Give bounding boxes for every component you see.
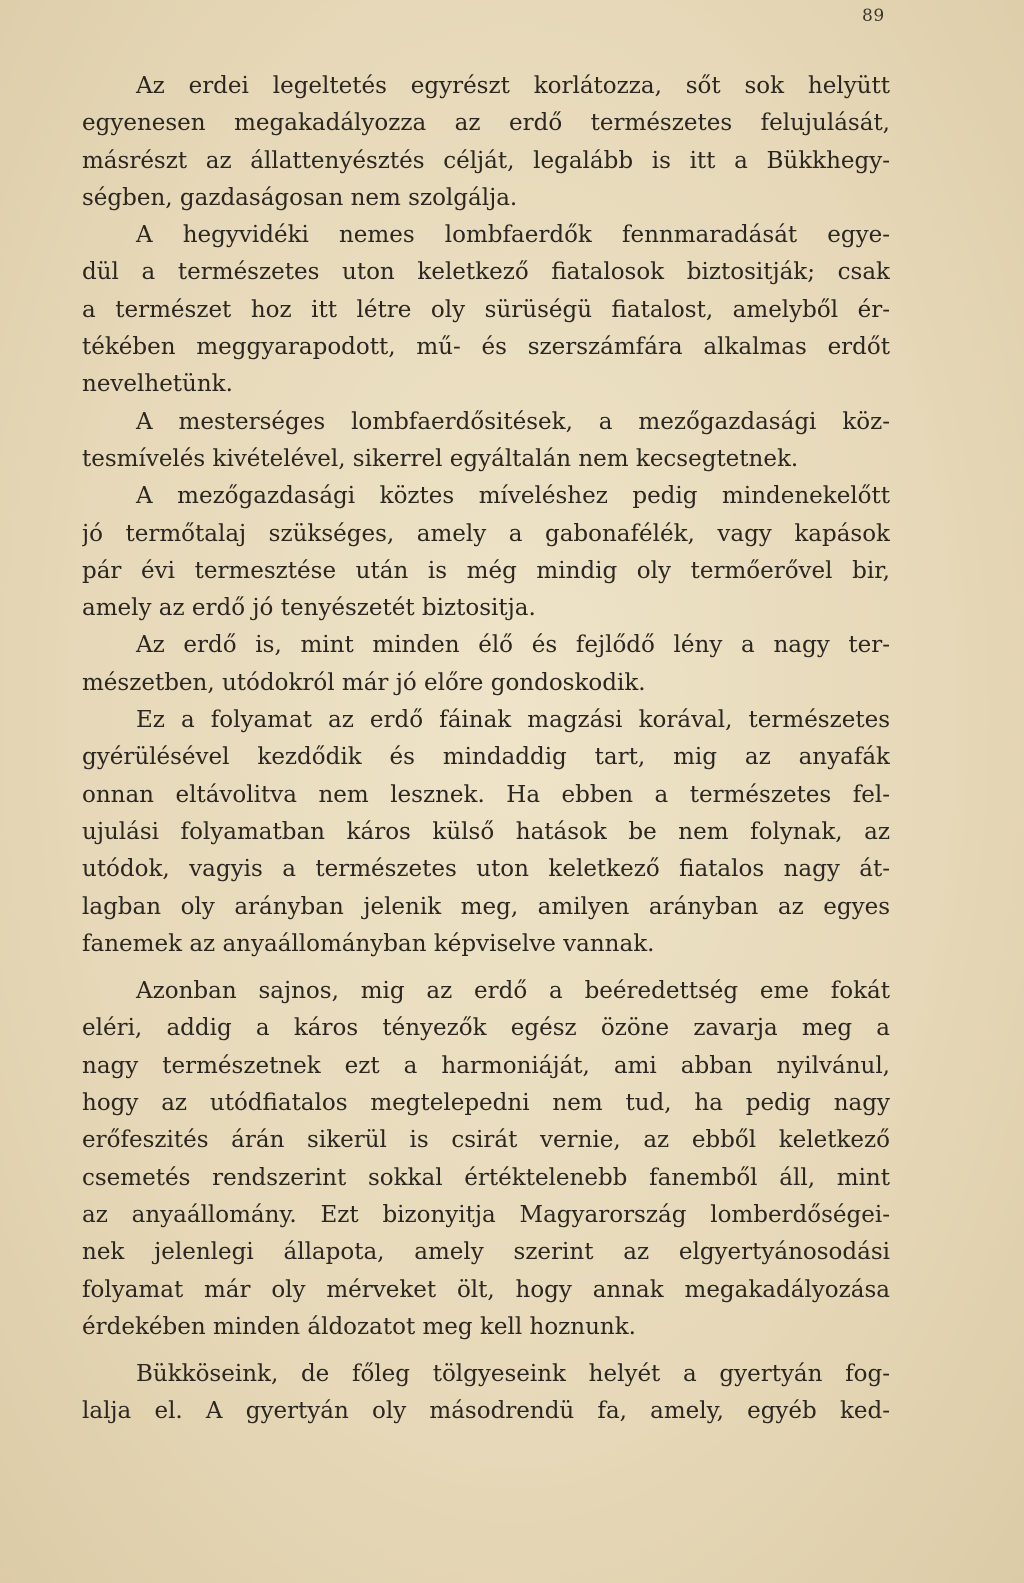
text-line: mészetben, utódokról már jó előre gondoskodik.	[82, 669, 646, 696]
text-line: pár évi termesztése után is még mindig oly termőerővel bir,	[82, 557, 890, 584]
text-line: egyenesen megakadályozza az erdő természetes felujulását,	[82, 110, 890, 137]
text-line: nevelhetünk.	[82, 371, 233, 398]
text-line: dül a természetes uton keletkező fiatalosok biztositják; csak	[82, 259, 890, 286]
text-line: A hegyvidéki nemes lombfaerdők fennmaradását egye-	[136, 222, 890, 249]
text-line: ségben, gazdaságosan nem szolgálja.	[82, 184, 518, 211]
text-line: tesmívelés kivételével, sikerrel egyáltalán nem kecsegtetnek.	[82, 445, 799, 472]
text-line: A mezőgazdasági köztes míveléshez pedig mindenekelőtt	[136, 483, 890, 510]
text-line: ujulási folyamatban káros külső hatások be nem folynak, az	[82, 818, 890, 845]
paragraph-4	[82, 478, 890, 627]
text-line: amely az erdő jó tenyészetét biztositja.	[82, 595, 536, 622]
text-line: erőfeszités árán sikerül is csirát vernie, az ebből keletkező	[82, 1127, 890, 1154]
text-line: érdekében minden áldozatot meg kell hoznunk.	[82, 1313, 636, 1340]
text-line: eléri, addig a káros tényezők egész özöne zavarja meg a	[82, 1015, 890, 1042]
text-line: onnan eltávolitva nem lesznek. Ha ebben a természetes fel-	[82, 781, 890, 808]
paragraph-2	[82, 217, 890, 403]
text-line: jó termőtalaj szükséges, amely a gabonafélék, vagy kapások	[82, 520, 890, 547]
paragraph-8	[82, 1356, 890, 1431]
text-line: folyamat már oly mérveket ölt, hogy annak megakadályozása	[82, 1276, 890, 1303]
paragraph-5	[82, 627, 890, 702]
text-line: csemetés rendszerint sokkal értéktelenebb fanemből áll, mint	[82, 1164, 890, 1191]
text-line: Az erdő is, mint minden élő és fejlődő lény a nagy ter-	[136, 632, 890, 659]
text-line: Ez a folyamat az erdő fáinak magzási korával, természetes	[136, 707, 890, 734]
text-line: Azonban sajnos, mig az erdő a beéredettség eme fokát	[136, 978, 890, 1005]
text-line: hogy az utódfiatalos megtelepedni nem tud, ha pedig nagy	[82, 1090, 890, 1117]
paragraph-1	[82, 68, 890, 217]
text-line: lalja el. A gyertyán oly másodrendü fa, amely, egyéb ked-	[82, 1398, 890, 1425]
text-line: nagy természetnek ezt a harmoniáját, ami abban nyilvánul,	[82, 1052, 890, 1079]
text-line: gyérülésével kezdődik és mindaddig tart, mig az anyafák	[82, 744, 890, 771]
text-line: az anyaállomány. Ezt bizonyitja Magyarország lomberdőségei-	[82, 1201, 890, 1228]
paragraph-3	[82, 404, 890, 479]
text-line: Bükköseink, de főleg tölgyeseink helyét a gyertyán fog-	[136, 1361, 890, 1388]
text-line: utódok, vagyis a természetes uton keletkező fiatalos nagy át-	[82, 856, 890, 883]
text-line: lagban oly arányban jelenik meg, amilyen arányban az egyes	[82, 893, 890, 920]
paragraph-6	[82, 702, 890, 963]
text-line: fanemek az anyaállományban képviselve vannak.	[82, 930, 655, 957]
text-line: nek jelenlegi állapota, amely szerint az elgyertyánosodási	[82, 1239, 890, 1266]
text-line: a természet hoz itt létre oly sürüségü fiatalost, amelyből ér-	[82, 296, 890, 323]
page-number: 89	[862, 6, 885, 26]
text-line: tékében meggyarapodott, mű- és szerszámfára alkalmas erdőt	[82, 334, 890, 361]
body-text	[82, 68, 890, 1431]
paragraph-7	[82, 973, 890, 1346]
text-line: A mesterséges lombfaerdősitések, a mezőgazdasági köz-	[136, 408, 890, 435]
text-line: másrészt az állattenyésztés célját, legalább is itt a Bükkhegy-	[82, 147, 890, 174]
text-line: Az erdei legeltetés egyrészt korlátozza, sőt sok helyütt	[136, 73, 890, 99]
